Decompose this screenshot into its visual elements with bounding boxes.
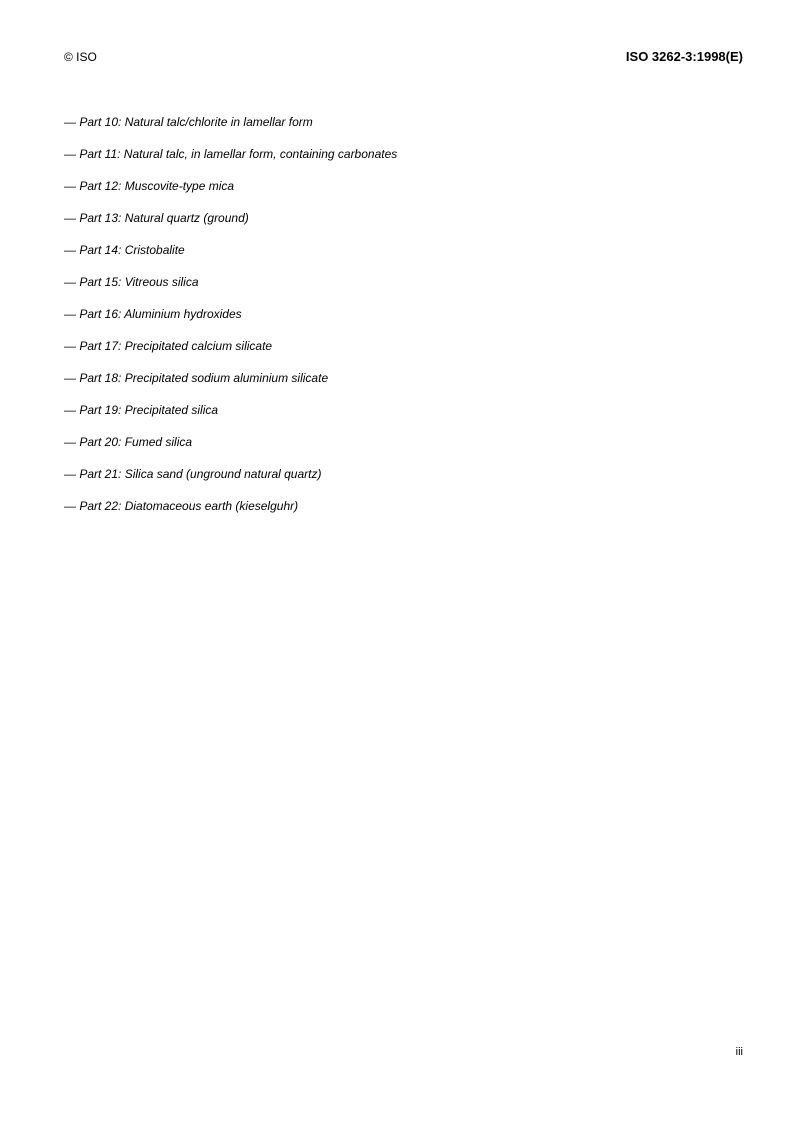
list-item: — Part 16: Aluminium hydroxides: [64, 307, 242, 321]
list-item: — Part 12: Muscovite-type mica: [64, 179, 235, 193]
list-item: — Part 18: Precipitated sodium aluminium silicate: [64, 371, 329, 385]
list-item: — Part 15: Vitreous silica: [64, 275, 199, 289]
list-item: — Part 17: Precipitated calcium silicate: [64, 339, 273, 353]
list-item: — Part 19: Precipitated silica: [64, 403, 219, 417]
list-item: — Part 20: Fumed silica: [64, 435, 193, 449]
list-item: — Part 11: Natural talc, in lamellar form, containing carbonates: [64, 147, 398, 161]
list-item: — Part 14: Cristobalite: [64, 243, 185, 257]
parts-list: [64, 114, 397, 530]
page-number: iii: [735, 1046, 743, 1058]
document-id-header: ISO 3262-3:1998(E): [625, 49, 743, 64]
list-item: — Part 22: Diatomaceous earth (kieselguhr): [64, 499, 299, 513]
copyright-header: © ISO: [64, 50, 97, 64]
list-item: — Part 13: Natural quartz (ground): [64, 211, 249, 225]
list-item: — Part 21: Silica sand (unground natural quartz): [64, 467, 322, 481]
list-item: — Part 10: Natural talc/chlorite in lamellar form: [64, 115, 313, 129]
